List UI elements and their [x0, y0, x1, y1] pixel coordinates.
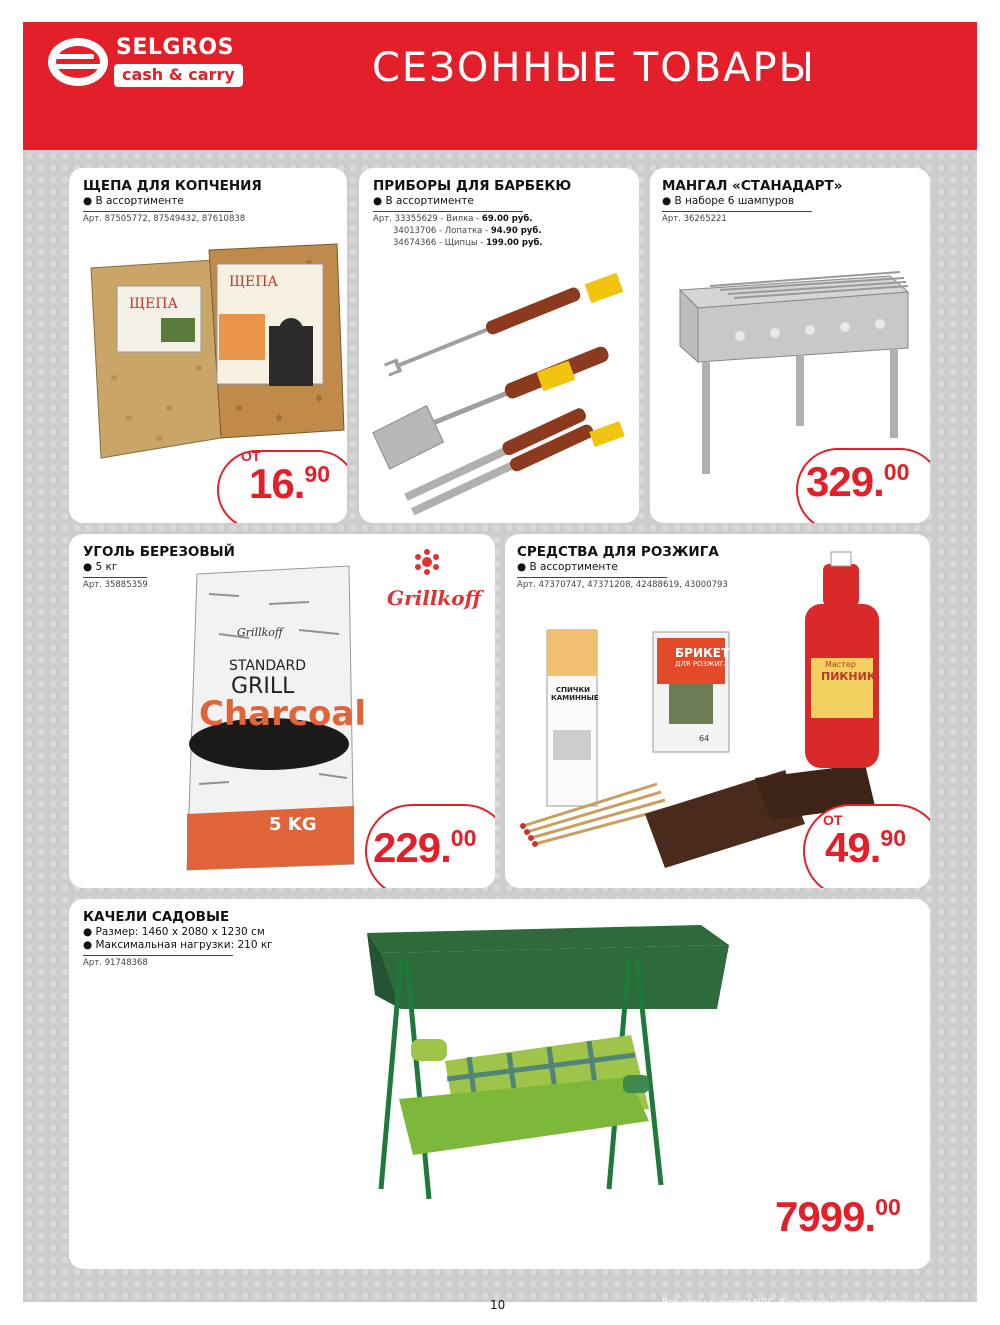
- selgros-logo-icon: [46, 34, 112, 90]
- selgros-logo[interactable]: [46, 34, 246, 94]
- product-title: МАНГАЛ «СТАНАДАРТ»: [662, 178, 843, 194]
- product-article: Арт. 36265221: [662, 214, 727, 224]
- price-prefix: ОТ: [241, 448, 261, 464]
- logo-brand-sub: cash & carry: [114, 64, 243, 87]
- product-card-swing[interactable]: [69, 899, 930, 1269]
- product-feature: ● 5 кг: [83, 561, 118, 573]
- product-feature: ● Размер: 1460 x 2080 x 1230 см: [83, 926, 265, 938]
- briquettes-label: БРИКЕТЫ: [675, 646, 742, 660]
- price-main: 16.: [249, 460, 305, 507]
- footer-note: Все цены с учетом НДС. Все товары сертифицированы: [662, 1298, 924, 1308]
- svg-text:ЩЕПА: ЩЕПА: [229, 274, 279, 290]
- article-price: 69.00 руб.: [481, 214, 533, 224]
- product-card-grill[interactable]: [650, 168, 930, 523]
- product-price: [775, 1193, 901, 1241]
- product-title: ЩЕПА ДЛЯ КОПЧЕНИЯ: [83, 178, 262, 194]
- page-title: СЕЗОННЫЕ ТОВАРЫ: [372, 45, 816, 91]
- fluid-sub: Мастер: [825, 660, 856, 669]
- bbq-tools-image: [359, 168, 639, 523]
- product-price: [825, 824, 906, 872]
- product-feature: ● В ассортименте: [83, 195, 184, 207]
- article-code: 34674366 - Щипцы -: [393, 238, 487, 248]
- briquettes-sub: ДЛЯ РОЗЖИГА: [675, 660, 729, 668]
- price-cents: 90: [880, 825, 907, 852]
- briquettes-count: 64: [699, 734, 710, 743]
- product-price: [806, 458, 909, 506]
- product-card-chips[interactable]: [69, 168, 347, 523]
- page-number: 10: [490, 1298, 506, 1312]
- product-article: Арт. 91748368: [83, 958, 148, 968]
- product-card-charcoal[interactable]: [69, 534, 495, 888]
- product-feature: ● В ассортименте: [373, 195, 474, 207]
- article-code: 34013706 - Лопатка -: [393, 226, 491, 236]
- product-article: Арт. 47370747, 47371208, 42488619, 43000793: [517, 580, 728, 590]
- price-main: 49.: [825, 824, 881, 871]
- product-feature: ● Максимальная нагрузки: 210 кг: [83, 939, 273, 951]
- matches-label: СПИЧКИ КАМИННЫЕ: [551, 686, 599, 702]
- product-article: Арт. 35885359: [83, 580, 148, 590]
- logo-brand-name: SELGROS: [116, 35, 234, 60]
- fluid-label: ПИКНИК: [821, 670, 876, 683]
- price-main: 229.: [373, 824, 451, 871]
- product-card-ignition[interactable]: [505, 534, 930, 888]
- product-card-bbq-tools[interactable]: [359, 168, 639, 523]
- product-title: КАЧЕЛИ САДОВЫЕ: [83, 909, 230, 925]
- price-cents: 90: [304, 461, 331, 488]
- article-price: 94.90 руб.: [490, 226, 542, 236]
- svg-text:ЩЕПА: ЩЕПА: [129, 296, 179, 312]
- bag-brand: Grillkoff: [237, 626, 283, 639]
- price-cents: 00: [883, 459, 910, 486]
- product-price: [373, 824, 476, 872]
- price-prefix: ОТ: [823, 812, 843, 828]
- product-feature: ● В ассортименте: [517, 561, 618, 573]
- bag-line-grill: GRILL: [231, 674, 295, 699]
- product-price: [249, 460, 330, 508]
- price-cents: 00: [875, 1194, 901, 1221]
- price-main: 329.: [806, 458, 884, 505]
- bag-line-standard: STANDARD: [229, 658, 307, 674]
- price-cents: 00: [450, 825, 477, 852]
- product-article: Арт. 87505772, 87549432, 87610838: [83, 214, 246, 224]
- price-main: 7999.: [775, 1193, 876, 1240]
- product-title: УГОЛЬ БЕРЕЗОВЫЙ: [83, 544, 235, 560]
- charcoal-brand-logo: Grillkoff: [387, 586, 482, 610]
- article-code: Арт. 33355629 - Вилка -: [373, 214, 482, 224]
- article-price: 199.00 руб.: [486, 238, 543, 248]
- product-feature: ● В наборе 6 шампуров: [662, 195, 795, 207]
- product-title: СРЕДСТВА ДЛЯ РОЗЖИГА: [517, 544, 719, 560]
- product-title: ПРИБОРЫ ДЛЯ БАРБЕКЮ: [373, 178, 572, 194]
- bag-line-weight: 5 KG: [269, 814, 317, 835]
- bag-line-charcoal: Charcoal: [199, 694, 366, 734]
